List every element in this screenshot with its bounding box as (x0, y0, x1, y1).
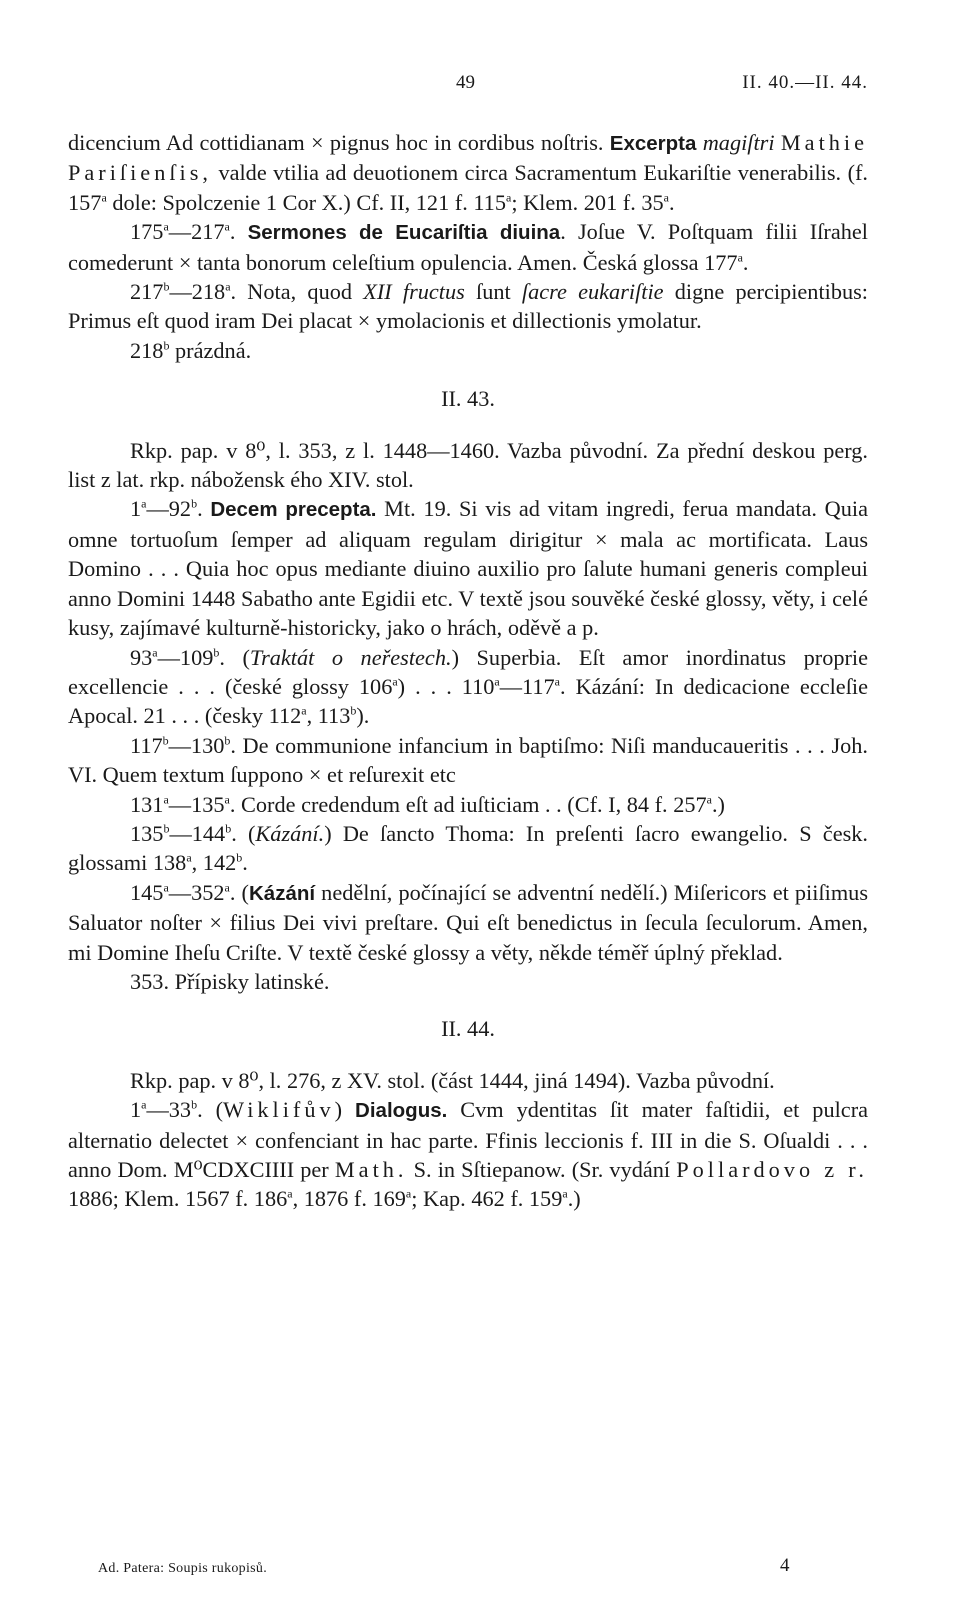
paragraph-sermones: 175$^a$—217$^a$. Sermones de Eucariſtia diuina. Joſue V. Poſtquam filii Iſrahel comederunt × tanta bonorum celeſtium opulencia. Amen. Česká glossa 177$^a$. (68, 219, 868, 275)
paragraph-rkp-43: Rkp. pap. v 8⁰, l. 353, z l. 1448—1460. Vazba původní. Za přední deskou perg. list z lat. rkp. nábožensk ého XIV. stol. (68, 437, 868, 493)
footer-sheet-number: 4 (780, 1555, 790, 1576)
page-number: 49 (456, 72, 475, 93)
section-heading-44: II. 44. (441, 1016, 495, 1042)
footer-signature: Ad. Patera: Soupis rukopisů. (98, 1561, 268, 1576)
paragraph-rkp-44: Rkp. pap. v 8⁰, l. 276, z XV. stol. (část 1444, jiná 1494). Vazba původní. (130, 1067, 775, 1093)
paragraph-prazdna: 218$^b$ prázdná. (130, 337, 252, 363)
paragraph-dialogus: 1$^a$—33$^b$. (Wiklifův) Dialogus. Cvm ydentitas ſit mater faſtidii, et pulcra alternatio delectet × confenciant in hac parte. Ffinis leccionis f. III in die S. Oſualdi . . . anno Dom. M⁰CDXCIIII per Math. S. in Sſtiepanow. (Sr. vydání Pollardovo z r. 1886; Klem. 1567 f. 186$^a$, 1876 f. 169$^a$; Kap. 462 f. 159$^a$.) (68, 1097, 869, 1212)
section-heading-43: II. 43. (441, 386, 495, 412)
paragraph-excerpta: dicencium Ad cottidianam × pignus hoc in cordibus noſtris. Excerpta magiſtri Mathie Pariſienſis, valde vtilia ad deuotionem circa Sacramentum Eukariſtie venerabilis. (f. 157$^a$ dole: Spolczenie 1 Cor X.) Cf. II, 121 f. 115$^a$; Klem. 201 f. 35$^a$. (68, 130, 869, 215)
paragraph-thoma: 135$^b$—144$^b$. (Kázání.) De ſancto Thoma: In preſenti ſacro ewangelio. S česk. glossami 138$^a$, 142$^b$. (68, 820, 868, 876)
paragraph-communione: 117$^b$—130$^b$. De communione infancium in baptiſmo: Niſi manducaueritis . . . Joh. VI. Quem textum ſuppono × et reſurexit etc (68, 732, 868, 788)
paragraph-kazani: 145$^a$—352$^a$. (Kázání nedělní, počínající se adventní nedělí.) Miſericors et piiſimus Saluator noſter × filius Dei vivi preſtare. Qui eſt benedictus in ſecula ſeculorum. Amen, mi Domine Iheſu Criſte. V textě české glossy a věty, někde téměř úplný překlad. (68, 879, 868, 965)
paragraph-traktat: 93$^a$—109$^b$. (Traktát o neřestech.) Superbia. Eſt amor inordinatus proprie excellencie . . . (české glossy 106$^a$) . . . 110$^a$—117$^a$. Kázání: In dedicacione eccleſie Apocal. 21 . . . (česky 112$^a$, 113$^b$). (68, 644, 869, 729)
paragraph-nota: 217$^b$—218$^a$. Nota, quod XII fructus ſunt ſacre eukariſtie digne percipientibus: Primus eſt quod iram Dei placat × ymolacionis et dillectionis ymolatur. (68, 279, 869, 334)
paragraph-decem: 1$^a$—92$^b$. Decem precepta. Mt. 19. Si vis ad vitam ingredi, ferua mandata. Quia omne tortuoſum ſemper ad aliquam regulam dirigitur × mala ac mortificata. Laus Domino . . . Quia hoc opus mediante diuino auxilio pro ſalute humani generis compleui anno Domini 1448 Sabatho ante Egidii etc. V textě jsou souvěké české glossy, věty, i celé kusy, zajímavé kulturně-historicky, jako o hrách, oděvě a p. (68, 496, 868, 641)
paragraph-corde: 131$^a$—135$^a$. Corde credendum eſt ad iuſticiam . . (Cf. I, 84 f. 257$^a$.) (130, 791, 725, 817)
body-text (68, 128, 868, 1214)
paragraph-pripisky: 353. Přípisky latinské. (130, 968, 330, 994)
running-head: II. 40.—II. 44. (742, 72, 868, 93)
